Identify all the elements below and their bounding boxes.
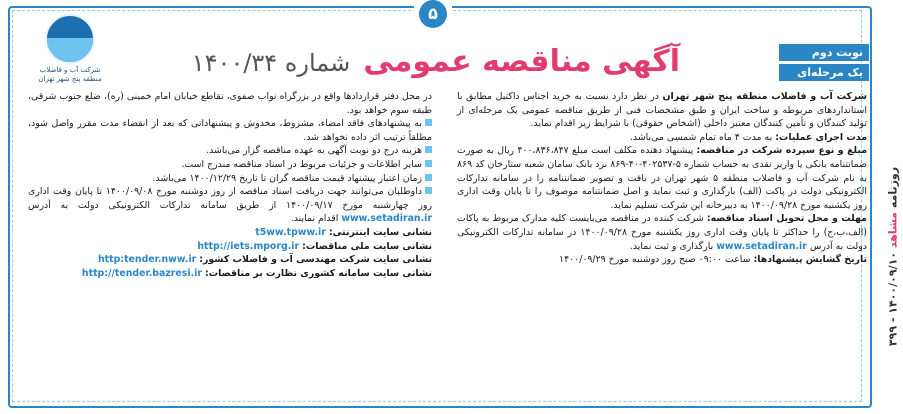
intro-paragraph (457, 90, 867, 131)
setadiran-link[interactable]: www.setadiran.ir (716, 240, 807, 252)
water-drop-icon (414, 0, 452, 30)
badge-stage: یک مرحله‌ای (779, 64, 869, 81)
logo-caption (30, 66, 110, 84)
opening-text: ساعت ۰۹:۰۰ صبح روز دوشنبه مورخ ۱۴۰۰/۰۹/۲۹ (559, 254, 751, 266)
bazresi-link[interactable]: http://tender.bazresi.ir (81, 267, 202, 279)
intro-text: در نظر دارد نسبت به خرید اجناس داکتیل مطابق با استانداردهای مربوطه و ساخت ایران و طبق مشخصات فنی از طریق مناقصه عمومی یک مرحله‌ای از تولید کنندگان و تأمین کنندگان معتبر داخلی (اشخاص حقوقی) با شرایط زیر اقدام نماید. (457, 91, 867, 130)
bazresi-label: نشانی سایت سامانه کشوری نظارت بر مناقصات: (204, 267, 432, 279)
logo-line-1: شرکت آب و فاضلاب (39, 66, 101, 74)
bullet-text: سایر اطلاعات و جزئیات مربوط در اسناد مناقصه مندرج است. (181, 158, 422, 170)
bond-label: مبلغ و نوع سپرده شرکت در مناقصه: (696, 145, 868, 157)
bazresi-row (28, 267, 432, 281)
national-tenders-row (28, 240, 432, 254)
bullet-item (28, 117, 432, 144)
round-badges (779, 44, 869, 84)
bullet-item (28, 144, 432, 158)
bullet-square-icon (425, 146, 432, 153)
duration-label: مدت اجرای عملیات: (775, 131, 867, 143)
logo-emblem-icon (45, 14, 95, 64)
national-tenders-link[interactable]: http://iets.mporg.ir (197, 240, 300, 252)
bullet-text: زمان اعتبار پیشنهاد قیمت مناقصه گران تا تاریخ ۱۴۰۰/۱۲/۲۹ می‌باشد. (152, 172, 422, 184)
bullet-item (28, 185, 432, 226)
opening-label: تاریخ گشایش پیشنهادها: (753, 254, 867, 266)
nww-label: نشانی سایت شرکت مهندسی آب و فاضلاب کشور: (199, 254, 432, 266)
bullet-square-icon (425, 119, 432, 126)
newspaper-label: روزنامه (886, 166, 900, 209)
newspaper-stamp (887, 147, 900, 367)
logo-line-2: منطقه پنج شهر تهران (38, 75, 102, 83)
duration-text: به مدت ۴ ماه تمام شمسی می‌باشد. (629, 131, 773, 143)
opening-paragraph (457, 253, 867, 267)
title-main: آگهی مناقصه عمومی (363, 44, 680, 79)
deadline-tail: بارگذاری و ثبت نماید. (629, 240, 714, 252)
company-name: شرکت آب و فاضلاب منطقه پنج شهر تهران (662, 91, 867, 102)
drop-digit: ۵ (419, 0, 447, 28)
location-paragraph: در محل دفتر قراردادها واقع در بزرگراه نواب صفوی، تقاطع خیابان امام خمینی (ره)، ضلع جنوب شرقی، طبقه سوم خواهد بود. (28, 91, 432, 116)
title-number: شماره ۱۴۰۰/۳۴ (191, 49, 351, 77)
setadiran-link[interactable]: www.setadiran.ir (341, 213, 432, 225)
website-label: نشانی سایت اینترنتی: (328, 226, 432, 238)
bullet-item (28, 158, 432, 172)
duration-paragraph (457, 131, 867, 145)
logo-wave (47, 38, 93, 62)
bullet-text: به پیشنهادهای فاقد امضاء، مشروط، مخدوش و پیشنهاداتی که بعد از انقضاء مدت مقرر واصل شود، مطلقاً ترتیب اثر داده نخواهد شد. (28, 118, 432, 143)
nww-row (28, 253, 432, 267)
bullet-square-icon (425, 160, 432, 167)
side-strip (883, 150, 901, 380)
deadline-label: مهلت و محل تحویل اسناد مناقصه: (706, 213, 867, 225)
website-link[interactable]: t5ww.tpww.ir (255, 226, 326, 238)
notice-title (191, 44, 680, 79)
bullet-square-icon (425, 174, 432, 181)
newspaper-brand: مشاهد (886, 212, 900, 249)
bullet-text: داوطلبان می‌توانند جهت دریافت اسناد مناقصه از روز دوشنبه مورخ ۱۴۰۰/۰۹/۰۸ تا پایان وقت اداری روز چهارشنبه مورخ ۱۴۰۰/۰۹/۱۷ از طریق سامانه تدارکات الکترونیکی دولت به آدرس (28, 186, 432, 211)
company-logo (30, 14, 110, 90)
bullet-item (28, 172, 432, 186)
right-column (457, 90, 867, 267)
bond-paragraph (457, 144, 867, 212)
bullet-text: هزینه درج دو نوبت آگهی به عهده مناقصه گزار می‌باشد. (206, 145, 422, 157)
deadline-text: شرکت کننده در مناقصه می‌بایست کلیه مدارک مربوط به پاکات (الف،ب،ج) را حداکثر تا پایان وقت اداری روز یکشنبه مورخ ۱۴۰۰/۰۹/۲۸ در سامانه تدارکات الکترونیکی دولت به آدرس (457, 213, 867, 252)
national-tenders-label: نشانی سایت ملی مناقصات: (302, 240, 432, 252)
bullet-square-icon (425, 187, 432, 194)
website-row (28, 226, 432, 240)
badge-round: نوبت دوم (779, 44, 869, 61)
left-column (28, 90, 432, 280)
bond-text: پیشنهاد دهنده مکلف است مبلغ ۴۰۰،۸۳۶،۸۴۷ ریال به صورت ضمانتنامه بانکی یا واریز نقدی به حساب شماره ۵-۴۰۲۵۳۷-۴۰-۸۶۹ نزد بانک سامان شعبه ستارخان کد ۸۶۹ به نام شرکت آب و فاضلاب منطقه ۵ شهر تهران در یافت و تصویر ضمانتنامه را در سامانه تدارکات الکترونیکی دولت در پاکت (الف) بارگذاری و ثبت نماید و اصل ضمانتنامه موصوف را تا پایان وقت اداری روز یکشنبه مورخ ۱۴۰۰/۰۹/۲۸ به دبیرخانه این شرکت تسلیم نماید. (457, 145, 868, 211)
deadline-paragraph (457, 212, 867, 253)
bullet-tail: اقدام نمایند. (290, 213, 339, 225)
newspaper-issue: ۱۴۰۰/۰۹/۱۰ - ۳۹۹ (886, 251, 900, 347)
nww-link[interactable]: http:tender.nww.ir (97, 254, 197, 266)
